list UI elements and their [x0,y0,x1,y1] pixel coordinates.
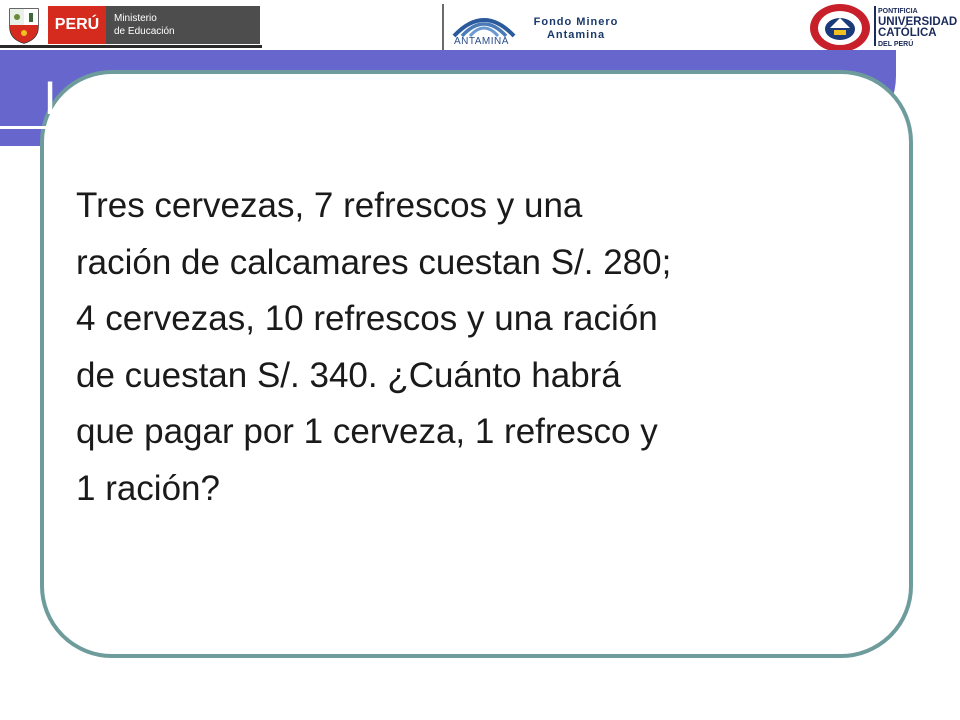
ministry-label [106,6,260,44]
problem-line: que pagar por 1 cerveza, 1 refresco y [76,412,658,451]
pucp-line-2: UNIVERSIDAD [878,16,958,28]
minedu-underline [0,45,262,48]
pucp-line-3: CATÓLICA [878,27,937,39]
problem-line: ración de calcamares cuestan S/. 280; [76,242,672,282]
peru-coat-of-arms-icon [4,5,44,45]
antamina-wordmark: ANTAMINA [454,36,509,47]
problem-line: 1 ración? [76,468,220,508]
antamina-logo [442,4,632,52]
antamina-frame [442,4,632,52]
peru-label: PERÚ [48,6,106,44]
pucp-line-1: PONTIFICIA [878,8,918,15]
fondo-line-1: Fondo Minero [533,16,619,28]
pucp-logo [806,0,960,56]
pucp-seal-icon [808,2,872,54]
problem-line: 4 cervezas, 10 refrescos y una ración [76,299,658,338]
ministry-line-1: Ministerio [114,13,157,24]
slide-title: Las cervezas [44,71,327,124]
minedu-logo [0,0,262,50]
problem-text [76,178,876,517]
ministry-line-2: de Educación [114,26,175,37]
problem-line: Tres cervezas, 7 refrescos y una [76,186,583,225]
problem-line: de cuestan S/. 340. ¿Cuánto habrá [76,355,621,395]
pucp-name [878,6,957,50]
pucp-divider [874,6,876,46]
pucp-line-4: DEL PERÚ [878,41,914,48]
fondo-line-2: Antamina [546,29,606,41]
